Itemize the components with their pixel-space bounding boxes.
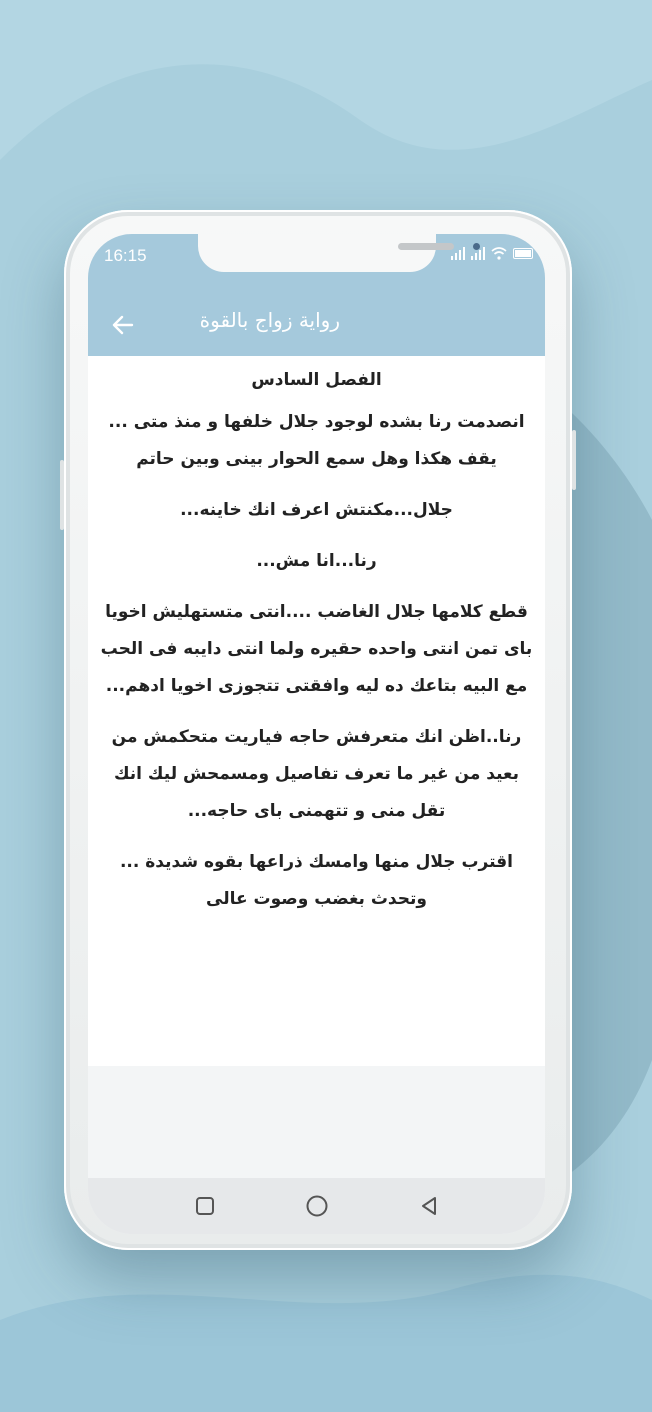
speaker [398, 243, 454, 250]
status-icons [451, 246, 533, 260]
chapter-content [88, 356, 545, 1066]
paragraph: جلال...مكنتش اعرف انك خاينه... [180, 500, 453, 520]
navigation-bar [88, 1178, 545, 1234]
signal-icon [451, 246, 465, 260]
triangle-back-icon[interactable] [415, 1192, 443, 1220]
power-button [572, 430, 576, 490]
paragraph: انصدمت رنا بشده لوجود جلال خلفها و منذ متى ... يقف هكذا وهل سمع الحوار بينى وبين حاتم [108, 412, 525, 469]
paragraph: رنا..اظن انك متعرفش حاجه فياريت متحكمش من بعيد من غير ما تعرف تفاصيل ومسمحش ليك انك تقل منى و تتهمنى باى حاجه... [111, 727, 522, 821]
wifi-icon [491, 247, 507, 260]
status-bar [88, 234, 545, 294]
signal-icon-2 [471, 246, 485, 260]
notch [198, 234, 436, 272]
status-time: 16:15 [104, 246, 147, 265]
arrow-left-icon[interactable] [110, 312, 136, 338]
phone-frame [64, 210, 572, 1250]
battery-icon [513, 248, 533, 259]
paragraph: قطع كلامها جلال الغاضب ....انتى متستهليش اخويا باى تمن انتى واحده حقيره ولما انتى دايبه فى الحب مع البيه بتاعك ده ليه وافقتى تتجوزى اخويا ادهم... [100, 602, 533, 696]
phone-screen [88, 234, 545, 1234]
paragraph: اقترب جلال منها وامسك ذراعها بقوه شديدة ... وتحدث بغضب وصوت عالى [119, 852, 514, 909]
volume-button [60, 460, 64, 530]
paragraph: رنا...انا مش... [256, 551, 377, 571]
app-bar [88, 294, 545, 356]
app-title: رواية زواج بالقوة [199, 308, 340, 332]
circle-icon[interactable] [303, 1192, 331, 1220]
square-icon[interactable] [191, 1192, 219, 1220]
chapter-title: الفصل السادس [251, 370, 382, 390]
